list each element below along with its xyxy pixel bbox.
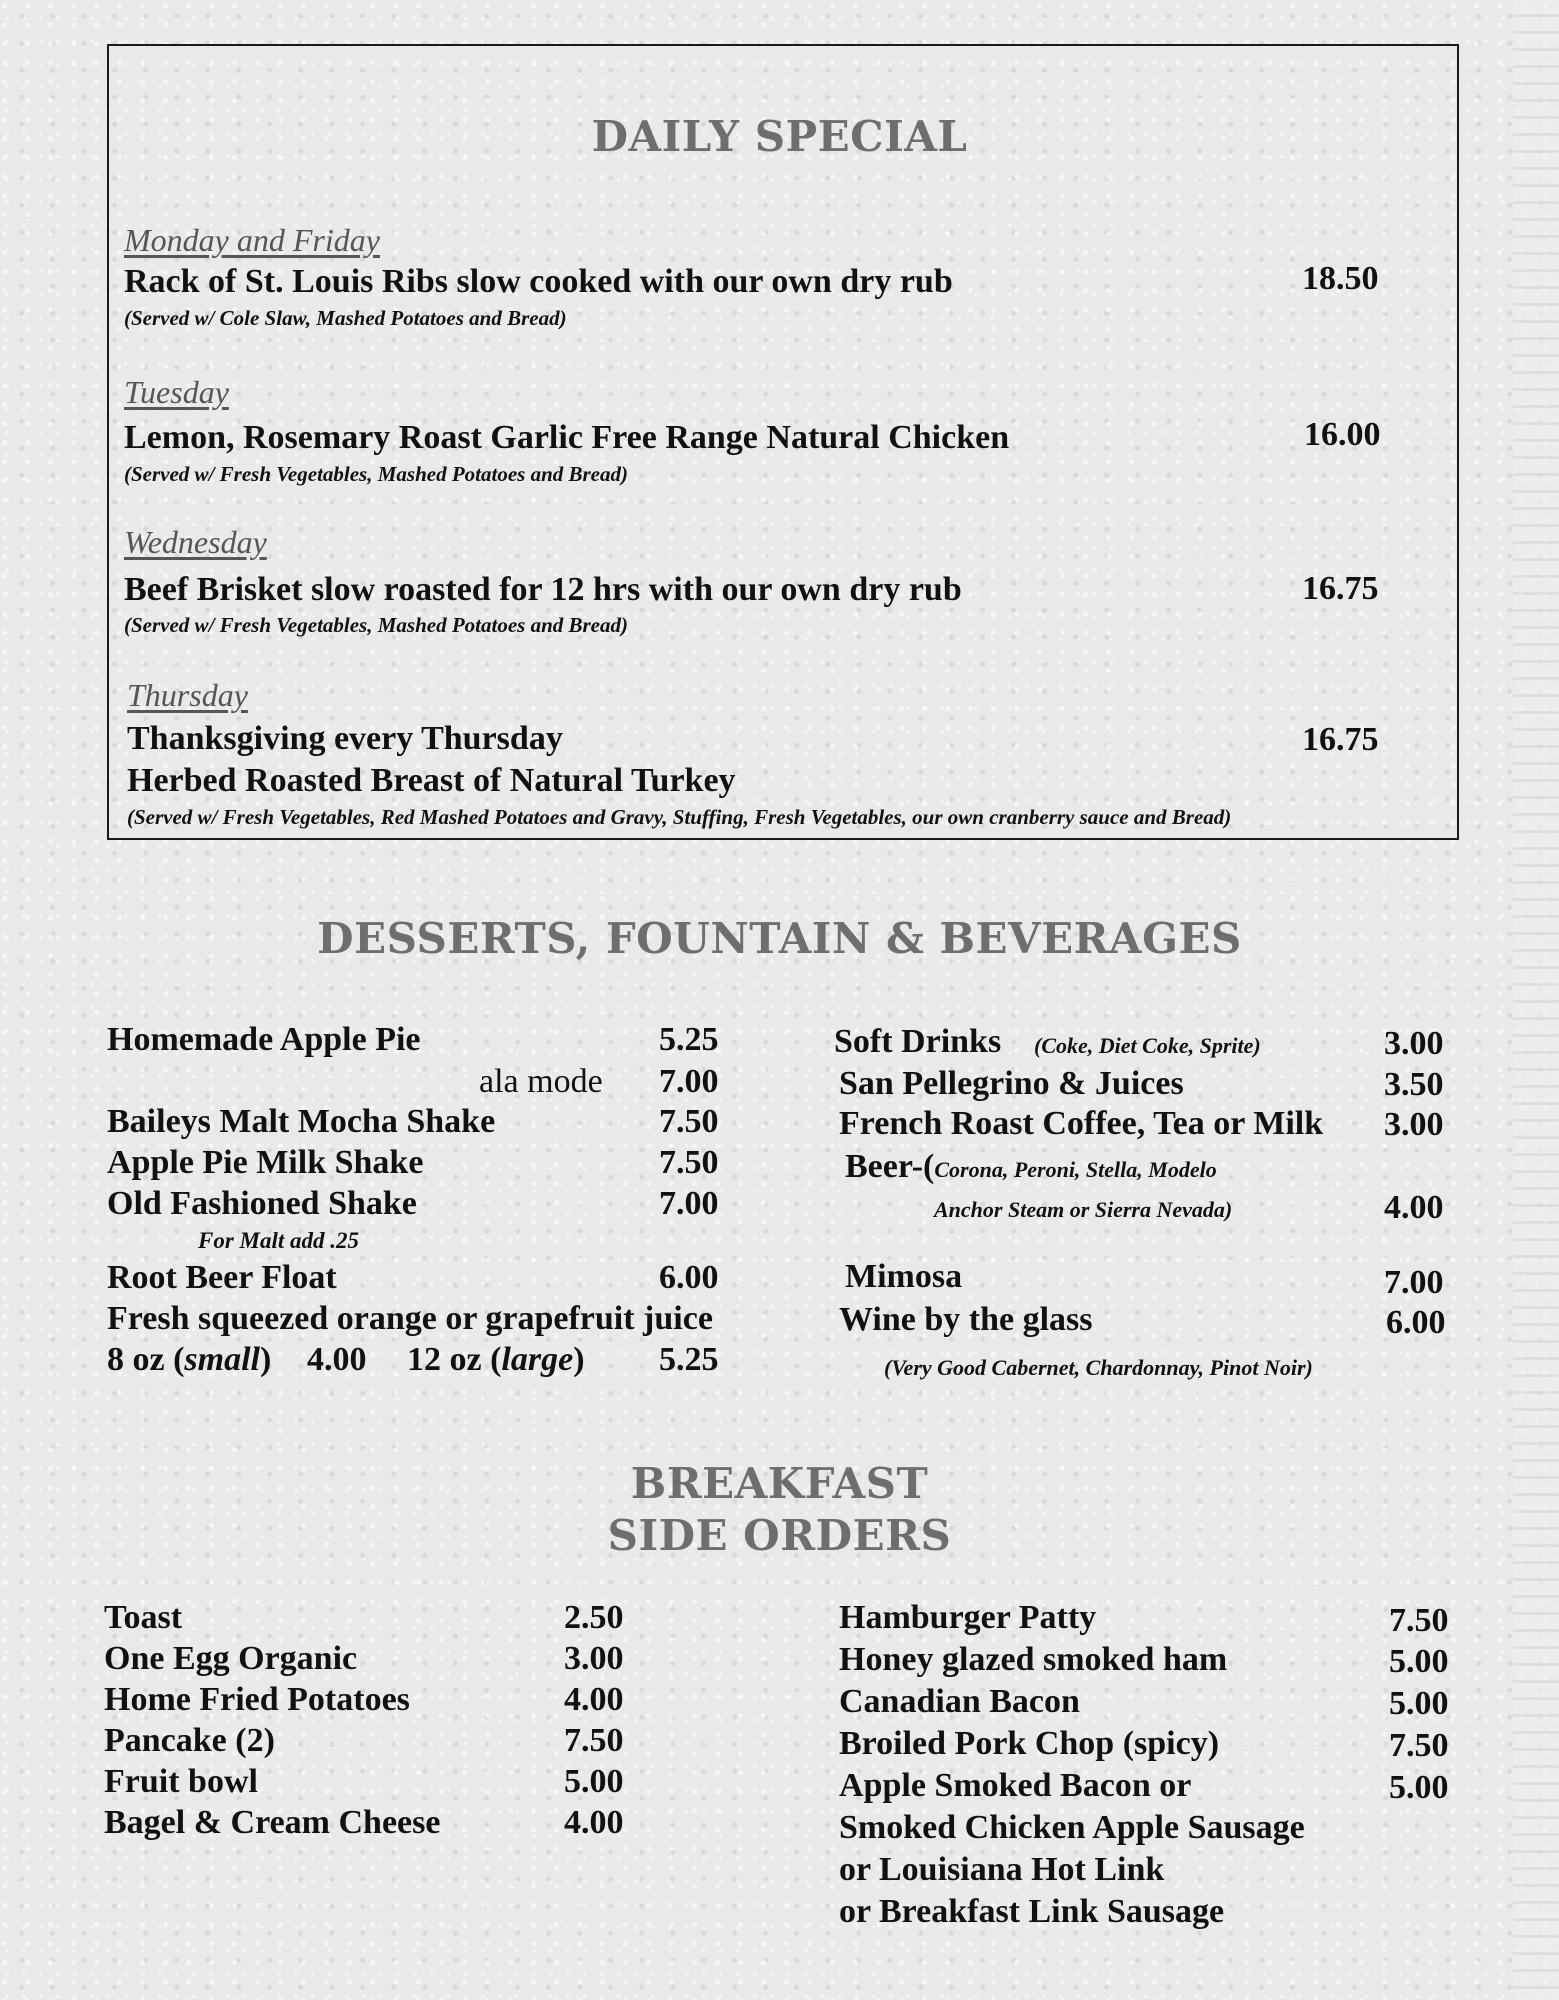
item-canadian-bacon: Canadian Bacon [839, 1683, 1080, 1720]
page-edge [1513, 0, 1559, 2000]
price-home-fries: 4.00 [564, 1681, 624, 1718]
item-home-fries: Home Fried Potatoes [104, 1681, 410, 1718]
desserts-heading: DESSERTS, FOUNTAIN & BEVERAGES [317, 914, 1242, 963]
special-price-chicken: 16.00 [1304, 416, 1381, 453]
item-french-roast: French Roast Coffee, Tea or Milk [839, 1105, 1324, 1142]
item-hot-link: or Louisiana Hot Link [839, 1851, 1165, 1888]
item-apple-bacon: Apple Smoked Bacon or [839, 1767, 1192, 1804]
special-note-turkey: (Served w/ Fresh Vegetables, Red Mashed Potatoes and Gravy, Stuffing, Fresh Vegetables, our own cranberry sauce and Bread) [127, 805, 1232, 829]
item-san-pellegrino: San Pellegrino & Juices [839, 1065, 1184, 1102]
item-beer: Beer-(Corona, Peroni, Stella, Modelo [845, 1148, 1217, 1185]
item-bagel: Bagel & Cream Cheese [104, 1804, 441, 1841]
price-pancake: 7.50 [564, 1722, 624, 1759]
special-item-thanksgiving: Thanksgiving every Thursday [127, 720, 563, 757]
price-old-fashioned-shake: 7.00 [659, 1185, 719, 1222]
price-baileys-shake: 7.50 [659, 1103, 719, 1140]
breakfast-heading: BREAKFAST [630, 1459, 929, 1508]
price-canadian-bacon: 5.00 [1389, 1685, 1449, 1722]
special-price-thanksgiving: 16.75 [1302, 721, 1379, 758]
item-apple-pie-shake: Apple Pie Milk Shake [107, 1144, 424, 1181]
special-item-brisket: Beef Brisket slow roasted for 12 hrs with our own dry rub [124, 571, 962, 608]
item-ala-mode: ala mode [479, 1063, 603, 1100]
special-item-chicken: Lemon, Rosemary Roast Garlic Free Range Natural Chicken [124, 419, 1010, 456]
item-hamburger-patty: Hamburger Patty [839, 1599, 1097, 1636]
price-ala-mode: 7.00 [659, 1063, 719, 1100]
price-fruit-bowl: 5.00 [564, 1763, 624, 1800]
price-juice-large: 5.25 [659, 1341, 719, 1378]
item-smoked-ham: Honey glazed smoked ham [839, 1641, 1228, 1678]
wine-note: (Very Good Cabernet, Chardonnay, Pinot Noir) [884, 1355, 1313, 1380]
side-orders-heading: SIDE ORDERS [607, 1511, 952, 1560]
item-toast: Toast [104, 1599, 183, 1636]
special-note-ribs: (Served w/ Cole Slaw, Mashed Potatoes and Bread) [124, 306, 567, 330]
special-item-turkey: Herbed Roasted Breast of Natural Turkey [127, 762, 736, 799]
special-price-brisket: 16.75 [1302, 570, 1379, 607]
day-label-tuesday: Tuesday [124, 374, 229, 410]
item-chicken-sausage: Smoked Chicken Apple Sausage [839, 1809, 1305, 1846]
item-wine: Wine by the glass [839, 1301, 1093, 1338]
special-note-chicken: (Served w/ Fresh Vegetables, Mashed Potatoes and Bread) [124, 462, 628, 486]
item-link-sausage: or Breakfast Link Sausage [839, 1893, 1225, 1930]
day-label-wednesday: Wednesday [124, 524, 267, 560]
item-fruit-bowl: Fruit bowl [104, 1763, 258, 1800]
price-hamburger-patty: 7.50 [1389, 1602, 1449, 1639]
item-mimosa: Mimosa [845, 1258, 963, 1295]
price-mimosa: 7.00 [1384, 1264, 1444, 1301]
price-juice-small: 4.00 [307, 1341, 367, 1378]
price-apple-pie-shake: 7.50 [659, 1144, 719, 1181]
price-soft-drinks: 3.00 [1384, 1025, 1444, 1062]
price-beer: 4.00 [1384, 1189, 1444, 1226]
special-item-ribs: Rack of St. Louis Ribs slow cooked with our own dry rub [124, 263, 953, 300]
price-one-egg: 3.00 [564, 1640, 624, 1677]
daily-special-heading: DAILY SPECIAL [591, 112, 968, 161]
item-one-egg: One Egg Organic [104, 1640, 358, 1677]
price-smoked-ham: 5.00 [1389, 1643, 1449, 1680]
price-pork-chop: 7.50 [1389, 1727, 1449, 1764]
price-san-pellegrino: 3.50 [1384, 1066, 1444, 1103]
price-french-roast: 3.00 [1384, 1106, 1444, 1143]
beer-detail: Anchor Steam or Sierra Nevada) [934, 1197, 1233, 1222]
item-baileys-shake: Baileys Malt Mocha Shake [107, 1103, 496, 1140]
malt-note: For Malt add .25 [198, 1228, 360, 1253]
item-fresh-juice: Fresh squeezed orange or grapefruit juice [107, 1300, 713, 1337]
item-root-beer-float: Root Beer Float [107, 1259, 337, 1296]
day-label-monday-friday: Monday and Friday [124, 222, 380, 258]
price-apple-pie: 5.25 [659, 1021, 719, 1058]
juice-large-size: 12 oz (large) [407, 1341, 585, 1378]
special-price-ribs: 18.50 [1302, 260, 1379, 297]
item-apple-pie: Homemade Apple Pie [107, 1021, 421, 1058]
price-bagel: 4.00 [564, 1804, 624, 1841]
juice-small-size: 8 oz (small) [107, 1341, 272, 1378]
price-apple-bacon: 5.00 [1389, 1769, 1449, 1806]
item-old-fashioned-shake: Old Fashioned Shake [107, 1185, 417, 1222]
price-wine: 6.00 [1386, 1304, 1446, 1341]
special-note-brisket: (Served w/ Fresh Vegetables, Mashed Potatoes and Bread) [124, 613, 628, 637]
item-pork-chop: Broiled Pork Chop (spicy) [839, 1725, 1220, 1762]
price-toast: 2.50 [564, 1599, 624, 1636]
item-soft-drinks: Soft Drinks [834, 1023, 1002, 1060]
soft-drinks-detail: (Coke, Diet Coke, Sprite) [1034, 1033, 1261, 1058]
price-root-beer-float: 6.00 [659, 1259, 719, 1296]
item-pancake: Pancake (2) [104, 1722, 275, 1759]
day-label-thursday: Thursday [127, 677, 248, 713]
